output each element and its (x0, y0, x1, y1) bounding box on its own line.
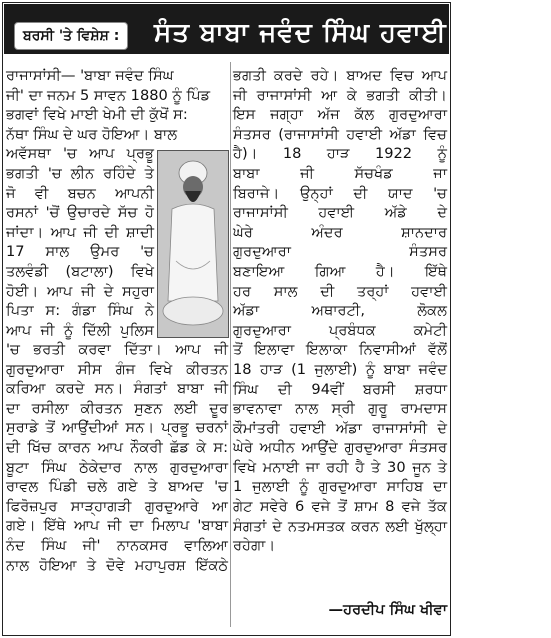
column-divider (230, 62, 231, 627)
text-line: ਨਾਲ ਹੋਇਆ ਤੇ ਦੋਵੇ ਮਹਾਪੁਰਸ਼ ਇੱਕਠੇ (6, 556, 228, 574)
text-line: ਤੋਂ ਇਲਾਵਾ ਇਲਾਕਾ ਨਿਵਾਸੀਆਂ ਵੱਲੋਂ (233, 341, 447, 359)
text-line: ਗੇਟ ਸਵੇਰੇ 6 ਵਜੇ ਤੋਂ ਸ਼ਾਮ 8 ਵਜੇ ਤੱਕ (233, 498, 447, 516)
text-line: ਕੌਮਾਂਤਰੀ ਹਵਾਈ ਅੱਡਾ ਰਾਜਾਸਾਂਸੀ ਦੇ (233, 419, 447, 437)
text-line: ਵਿਖੇ ਮਨਾਈ ਜਾ ਰਹੀ ਹੈ ਤੇ 30 ਜੂਨ ਤੇ (233, 458, 447, 476)
text-line: 1 ਜੁਲਾਈ ਨੂੰ ਗੁਰਦੁਆਰਾ ਸਾਹਿਬ ਦਾ (233, 478, 447, 496)
text-line: ਹਰ ਸਾਲ ਦੀ ਤਰ੍ਹਾਂ ਹਵਾਈ (233, 282, 447, 300)
headline-banner (4, 4, 551, 54)
text-line: ਨੱਥਾ ਸਿੰਘ ਦੇ ਘਰ ਹੋਇਆ। ਬਾਲ (6, 125, 178, 143)
section-tag: ਬਰਸੀ 'ਤੇ ਵਿਸ਼ੇਸ਼ : (14, 22, 128, 50)
text-line: ਬੂਟਾ ਸਿੰਘ ਠੇਕੇਦਾਰ ਨਾਲ ਗੁਰਦੁਆਰਾ (6, 458, 228, 476)
text-line: ਜਾਂਦਾ। ਆਪ ਜੀ ਦੀ ਸ਼ਾਦੀ (6, 223, 154, 241)
text-line: ਰਾਜਾਸਾਂਸੀ— 'ਬਾਬਾ ਜਵੰਦ ਸਿੰਘ (6, 67, 174, 84)
text-line: ਰਹੇਗਾ। (233, 537, 276, 555)
text-line: 18 ਹਾੜ (1 ਜੁਲਾਈ) ਨੂੰ ਬਾਬਾ ਜਵੰਦ (233, 360, 447, 378)
text-line: ਇਸ ਜਗ੍ਹਾ ਅੱਜ ਕੱਲ ਗੁਰਦੁਆਰਾ (233, 106, 447, 124)
text-line: ਜੋ ਵੀ ਬਚਨ ਆਪਨੀ (6, 184, 154, 202)
text-line: ਅੱਡਾ ਅਥਾਰਟੀ, ਲੋਕਲ (233, 302, 447, 320)
text-line: ਆਪ ਜੀ ਨੂੰ ਦਿੱਲੀ ਪੁਲਿਸ (6, 321, 154, 339)
portrait-figure (158, 151, 228, 337)
text-line: ਦੀ ਖਿੱਚ ਕਾਰਨ ਆਪ ਨੌਕਰੀ ਛੱਡ ਕੇ ਸ: (6, 438, 228, 456)
text-line: ਭਗਤੀ ਕਰਦੇ ਰਹੇ। ਬਾਅਦ ਵਿਚ ਆਪ (233, 67, 447, 84)
text-line: ਸਿੰਘ ਦੀ 94ਵੀਂ ਬਰਸੀ ਸ਼ਰਧਾ (233, 380, 447, 398)
text-line: 17 ਸਾਲ ਉਮਰ 'ਚ (6, 243, 154, 261)
text-line: ਰਸਨਾਂ 'ਚੋਂ ਉਚਾਰਦੇ ਸੱਚ ਹੋ (6, 204, 154, 222)
text-line: ਜੀ ਰਾਜਾਸਾਂਸੀ ਆ ਕੇ ਭਗਤੀ ਕੀਤੀ। (233, 86, 447, 104)
text-line: ਕਰਿਆ ਕਰਦੇ ਸਨ। ਸੰਗਤਾਂ ਬਾਬਾ ਜੀ (6, 380, 228, 398)
text-line: ਤਲਵੰਡੀ (ਬਟਾਲਾ) ਵਿਖੇ (6, 262, 154, 280)
text-line: ਗੁਰਦੁਆਰਾ ਸੀਸ ਗੰਜ ਵਿਖੇ ਕੀਰਤਨ (6, 360, 228, 378)
text-line: ਹੋਈ। ਆਪ ਜੀ ਦੇ ਸਹੁਰਾ (6, 282, 154, 300)
text-line: ਗਏ। ਇੱਥੇ ਆਪ ਜੀ ਦਾ ਮਿਲਾਪ 'ਬਾਬਾ (6, 517, 228, 535)
text-line: ਜੀ' ਦਾ ਜਨਮ 5 ਸਾਵਨ 1880 ਨੂੰ ਪਿੰਡ (6, 86, 211, 104)
text-line: ਸੰਗਤਾਂ ਦੇ ਨਤਮਸਤਕ ਕਰਨ ਲਈ ਖੁੱਲ੍ਹਾ (233, 517, 447, 535)
text-line: ਪਿਤਾ ਸ: ਗੰਡਾ ਸਿੰਘ ਨੇ (6, 302, 154, 320)
text-line: ਸੰਤਸਰ (ਰਾਜਾਸਾਂਸੀ ਹਵਾਈ ਅੱਡਾ ਵਿਚ (233, 125, 447, 143)
text-line: ਘੇਰੇ ਅਧੀਨ ਆਉਂਦੇ ਗੁਰਦੁਆਰਾ ਸੰਤਸਰ (233, 439, 447, 457)
text-line: ਗੁਰਦੁਆਰਾ ਪ੍ਰਬੰਧਕ ਕਮੇਟੀ (233, 321, 447, 339)
headline-title: ਸੰਤ ਬਾਬਾ ਜਵੰਦ ਸਿੰਘ ਹਵਾਈ ਅੱਡੇ ਵਾਲੇ (154, 18, 551, 48)
article-column-left-top (6, 66, 211, 340)
article-column-left-bottom (6, 340, 228, 575)
text-line: ਫਿਰੋਜ਼ਪੁਰ ਸਾੜ੍ਹਾਗੜੀ ਗੁਰਦੁਆਰੇ ਆ (6, 497, 228, 515)
text-line: ਨੰਦ ਸਿੰਘ ਜੀ' ਨਾਨਕਸਰ ਵਾਲਿਆ (6, 536, 228, 554)
text-line: ਦਾ ਰਸੀਲਾ ਕੀਰਤਨ ਸੁਣਨ ਲਈ ਦੂਰ (6, 399, 228, 417)
text-line: ਬਿਰਾਜੇ। ਉਨ੍ਹਾਂ ਦੀ ਯਾਦ 'ਚ (233, 184, 447, 202)
text-line: ਬਣਾਇਆ ਗਿਆ ਹੈ। ਇੱਥੇ (233, 262, 447, 280)
text-line: ਹੈ)। 18 ਹਾੜ 1922 ਨੂੰ (233, 145, 447, 163)
text-line: ਬਾਬਾ ਜੀ ਸੱਚਖੰਡ ਜਾ (233, 164, 447, 182)
text-line: 'ਚ ਭਰਤੀ ਕਰਵਾ ਦਿੱਤਾ। ਆਪ ਜੀ (6, 341, 228, 358)
text-line: ਰਾਵਲ ਪਿੰਡੀ ਚਲੇ ਗਏ ਤੇ ਬਾਅਦ 'ਚ (6, 478, 228, 496)
text-line: ਅਵੱਸਥਾ 'ਚ ਆਪ ਪ੍ਰਭੂ (6, 145, 154, 163)
text-line: ਭਗਤੀ 'ਚ ਲੀਨ ਰਹਿੰਦੇ ਤੇ (6, 164, 154, 182)
text-line: ਭਾਵਨਾਵਾ ਨਾਲ ਸ੍ਰੀ ਗੁਰੂ ਰਾਮਦਾਸ (233, 400, 447, 418)
text-line: ਭਗਵਾਂ ਵਿਖੇ ਮਾਈ ਖੇਮੀ ਦੀ ਕੁੱਖੋਂ ਸ: (6, 106, 188, 124)
text-line: ਗੁਰਦੁਆਰਾ ਸੰਤਸਰ (233, 243, 447, 261)
text-line: ਰਾਜਾਸਾਂਸੀ ਹਵਾਈ ਅੱਡੇ ਦੇ (233, 204, 447, 222)
text-line: ਘੇਰੇ ਅੰਦਰ ਸ਼ਾਨਦਾਰ (233, 223, 447, 241)
article-column-right (233, 66, 447, 556)
text-line: ਸੁਰਾਡੇ ਤੋਂ ਆਉਂਦੀਆਂ ਸਨ। ਪ੍ਰਭੂ ਚਰਨਾਂ (6, 419, 228, 437)
portrait-photo (157, 150, 229, 338)
byline: —ਹਰਦੀਪ ਸਿੰਘ ਖੀਵਾ (328, 601, 447, 618)
